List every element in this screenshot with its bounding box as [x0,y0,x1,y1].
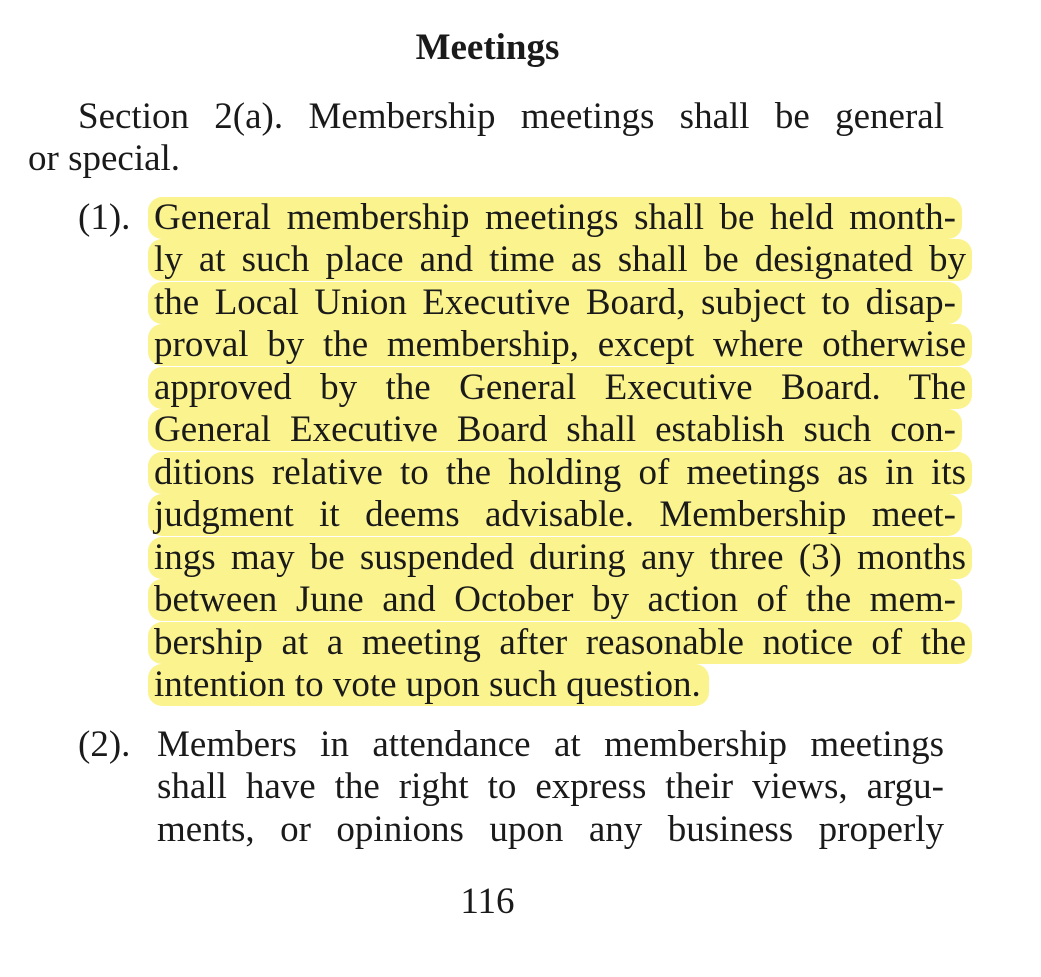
section-intro-line: or special. [28,138,181,179]
section-intro-line: Section 2(a). Membership meetings shall be general [78,96,944,137]
item-1-line: the Local Union Executive Board, subject to disap- [148,282,962,324]
item-1-line: General membership meetings shall be held month- [148,197,962,239]
item-2-line: Members in attendance at membership meetings [157,724,944,765]
item-1-line: proval by the membership, except where otherwise [148,324,972,366]
item-2-line: ments, or opinions upon any business properly [157,809,944,850]
item-1-line: bership at a meeting after reasonable notice of the [148,622,972,664]
item-1-number: (1). [78,197,131,238]
item-2-line: shall have the right to express their views, argu- [157,766,944,807]
item-1-line: ditions relative to the holding of meetings as in its [148,452,972,494]
item-1-line: ings may be suspended during any three (3) months [148,537,972,579]
item-1-line: between June and October by action of the mem- [148,579,962,621]
item-1-line: General Executive Board shall establish such con- [148,409,962,451]
item-1-line: approved by the General Executive Board. The [148,367,972,409]
page-heading: Meetings [415,27,560,68]
item-1-line: ly at such place and time as shall be designated by [148,239,972,281]
item-2-number: (2). [78,724,131,765]
item-1-line: judgment it deems advisable. Membership meet- [148,494,962,536]
item-1-line: intention to vote upon such question. [148,664,709,706]
page-number: 116 [460,881,515,922]
